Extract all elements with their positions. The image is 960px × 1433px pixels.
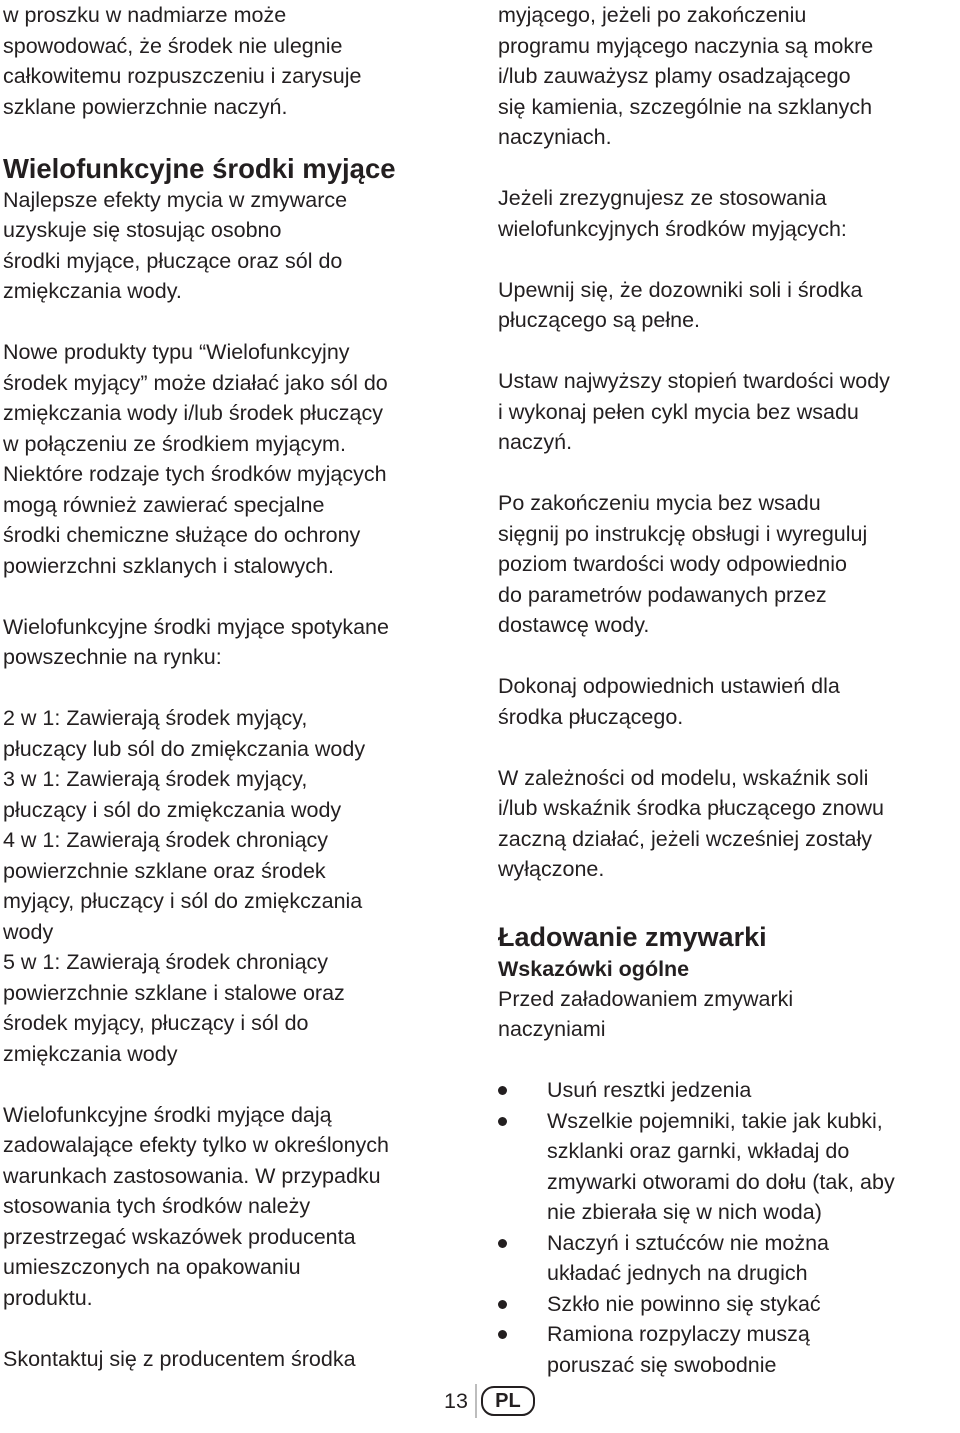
text-line: w połączeniu ze środkiem myjącym. [3, 431, 346, 456]
bullet-icon [498, 1117, 507, 1126]
text-line: naczyń. [498, 430, 573, 454]
text-line: w proszku w nadmiarze może [3, 3, 287, 27]
text-line: Jeżeli zrezygnujesz ze stosowania [498, 186, 827, 210]
paragraph [498, 275, 960, 336]
list-item-text: Szkło nie powinno się stykać [547, 1291, 821, 1316]
text-line: dostawcę wody. [498, 613, 650, 637]
section-heading-loading: Ładowanie zmywarki [498, 921, 767, 952]
text-line: się kamienia, szczególnie na szklanych [498, 94, 873, 119]
text-line: 3 w 1: Zawierają środek myjący, [3, 767, 308, 791]
text-line: płuczącego są pełne. [498, 308, 701, 332]
text-line: 2 w 1: Zawierają środek myjący, [3, 706, 308, 730]
list-item-text: Naczyń i sztućców nie można [547, 1230, 829, 1255]
text-line: mogą również zawierać specjalne [3, 492, 325, 517]
right-column [498, 0, 960, 1380]
text-line: środki chemiczne służące do ochrony [3, 523, 361, 547]
paragraph [498, 984, 960, 1045]
list-item-text: Ramiona rozpylaczy muszą [547, 1322, 810, 1346]
footer-divider [475, 1384, 477, 1418]
page-number: 13 [444, 1388, 468, 1413]
list-item [498, 1106, 960, 1228]
text-line: powierzchnie szklane i stalowe oraz [3, 980, 345, 1005]
subheading-general-tips: Wskazówki ogólne [498, 956, 690, 981]
text-line: całkowitemu rozpuszczeniu i zarysuje [3, 64, 362, 88]
text-line: stosowania tych środków należy [3, 1194, 311, 1218]
text-line: naczyniach. [498, 125, 612, 149]
text-line: Dokonaj odpowiednich ustawień dla [498, 674, 840, 698]
text-line: i wykonaj pełen cykl mycia bez wsadu [498, 399, 859, 424]
paragraph [498, 488, 960, 641]
text-line: Nowe produkty typu “Wielofunkcyjny [3, 340, 350, 364]
bullet-icon [498, 1330, 507, 1339]
text-line: Po zakończeniu mycia bez wsadu [498, 491, 821, 515]
text-line: wielofunkcyjnych środków myjących: [498, 216, 847, 241]
list-item-text: poruszać się swobodnie [547, 1352, 777, 1377]
paragraph [3, 337, 468, 581]
paragraph [498, 763, 960, 885]
text-line: powierzchnie szklane oraz środek [3, 858, 326, 883]
text-line: wyłączone. [498, 857, 605, 881]
list-item [498, 1319, 960, 1380]
text-line: Ustaw najwyższy stopień twardości wody [498, 369, 890, 393]
text-line: i/lub wskaźnik środka płuczącego znowu [498, 796, 885, 820]
section-heading-multifunction: Wielofunkcyjne środki myjące [3, 152, 396, 184]
text-line: Wielofunkcyjne środki myjące spotykane [3, 614, 389, 639]
paragraph [3, 1100, 468, 1314]
paragraph [498, 0, 960, 153]
text-line: sięgnij po instrukcję obsługi i wyreguluj [498, 521, 868, 546]
text-line: Upewnij się, że dozowniki soli i środka [498, 277, 863, 302]
left-column [3, 0, 468, 1374]
text-line: zaczną działać, jeżeli wcześniej zostały [498, 826, 873, 851]
text-line: umieszczonych na opakowaniu [3, 1255, 301, 1279]
text-line: Niektóre rodzaje tych środków myjących [3, 462, 387, 486]
text-line: produktu. [3, 1285, 93, 1310]
list-item-text: układać jednych na drugich [547, 1261, 808, 1285]
paragraph [3, 185, 468, 307]
text-line: W zależności od modelu, wskaźnik soli [498, 765, 869, 790]
list-item-text: Usuń resztki jedzenia [547, 1078, 752, 1102]
paragraph-variants-list [3, 703, 468, 1069]
text-line: zmiękczania wody [3, 1041, 178, 1066]
paragraph [498, 183, 960, 244]
text-line: środek myjący, płuczący i sól do [3, 1011, 309, 1035]
text-line: programu myjącego naczynia są mokre [498, 33, 874, 58]
text-line: wody [3, 919, 54, 944]
bullet-icon [498, 1300, 507, 1309]
text-line: zadowalające efekty tylko w określonych [3, 1133, 389, 1157]
language-badge: PL [481, 1386, 535, 1416]
text-line: myjącego, jeżeli po zakończeniu [498, 3, 807, 27]
text-line: uzyskuje się stosując osobno [3, 218, 282, 242]
intro-paragraph [3, 0, 468, 122]
text-line: 4 w 1: Zawierają środek chroniący [3, 828, 329, 852]
text-line: Skontaktuj się z producentem środka [3, 1346, 356, 1371]
text-line: przestrzegać wskazówek producenta [3, 1224, 356, 1249]
text-line: płuczący lub sól do zmiękczania wody [3, 736, 366, 761]
bullet-icon [498, 1086, 507, 1095]
list-item-text: zmywarki otworami do dołu (tak, aby [547, 1169, 895, 1194]
text-line: i/lub zauważysz plamy osadzającego [498, 64, 851, 88]
text-line: zmiękczania wody. [3, 279, 182, 303]
paragraph [3, 1344, 468, 1375]
paragraph [498, 366, 960, 458]
text-line: Przed załadowaniem zmywarki [498, 986, 794, 1011]
list-item [498, 1289, 960, 1320]
text-line: środki myjące, płuczące oraz sól do [3, 248, 343, 273]
text-line: Wielofunkcyjne środki myjące dają [3, 1102, 332, 1127]
list-item [498, 1075, 960, 1106]
text-line: szklane powierzchnie naczyń. [3, 94, 288, 119]
paragraph [3, 612, 468, 673]
text-line: warunkach zastosowania. W przypadku [3, 1163, 381, 1188]
text-line: środek myjący” może działać jako sól do [3, 370, 388, 395]
text-line: zmiękczania wody i/lub środek płuczący [3, 401, 383, 425]
list-item-text: szklanki oraz garnki, wkładaj do [547, 1139, 850, 1163]
text-line: do parametrów podawanych przez [498, 582, 827, 607]
text-line: powszechnie na rynku: [3, 645, 222, 669]
text-line: naczyniami [498, 1017, 606, 1041]
text-line: 5 w 1: Zawierają środek chroniący [3, 950, 329, 974]
text-line: środka płuczącego. [498, 704, 684, 729]
list-item-text: nie zbierała się w nich woda) [547, 1200, 822, 1224]
loading-tips-list [498, 1075, 960, 1380]
bullet-icon [498, 1239, 507, 1248]
text-line: powierzchni szklanych i stalowych. [3, 553, 334, 578]
page-footer [444, 1384, 535, 1418]
list-item-text: Wszelkie pojemniki, takie jak kubki, [547, 1108, 883, 1133]
text-line: płuczący i sól do zmiękczania wody [3, 797, 342, 822]
text-line: spowodować, że środek nie ulegnie [3, 33, 343, 58]
paragraph [498, 671, 960, 732]
text-line: myjący, płuczący i sól do zmiękczania [3, 889, 363, 913]
text-line: poziom twardości wody odpowiednio [498, 552, 847, 576]
text-line: Najlepsze efekty mycia w zmywarce [3, 187, 348, 212]
list-item [498, 1228, 960, 1289]
